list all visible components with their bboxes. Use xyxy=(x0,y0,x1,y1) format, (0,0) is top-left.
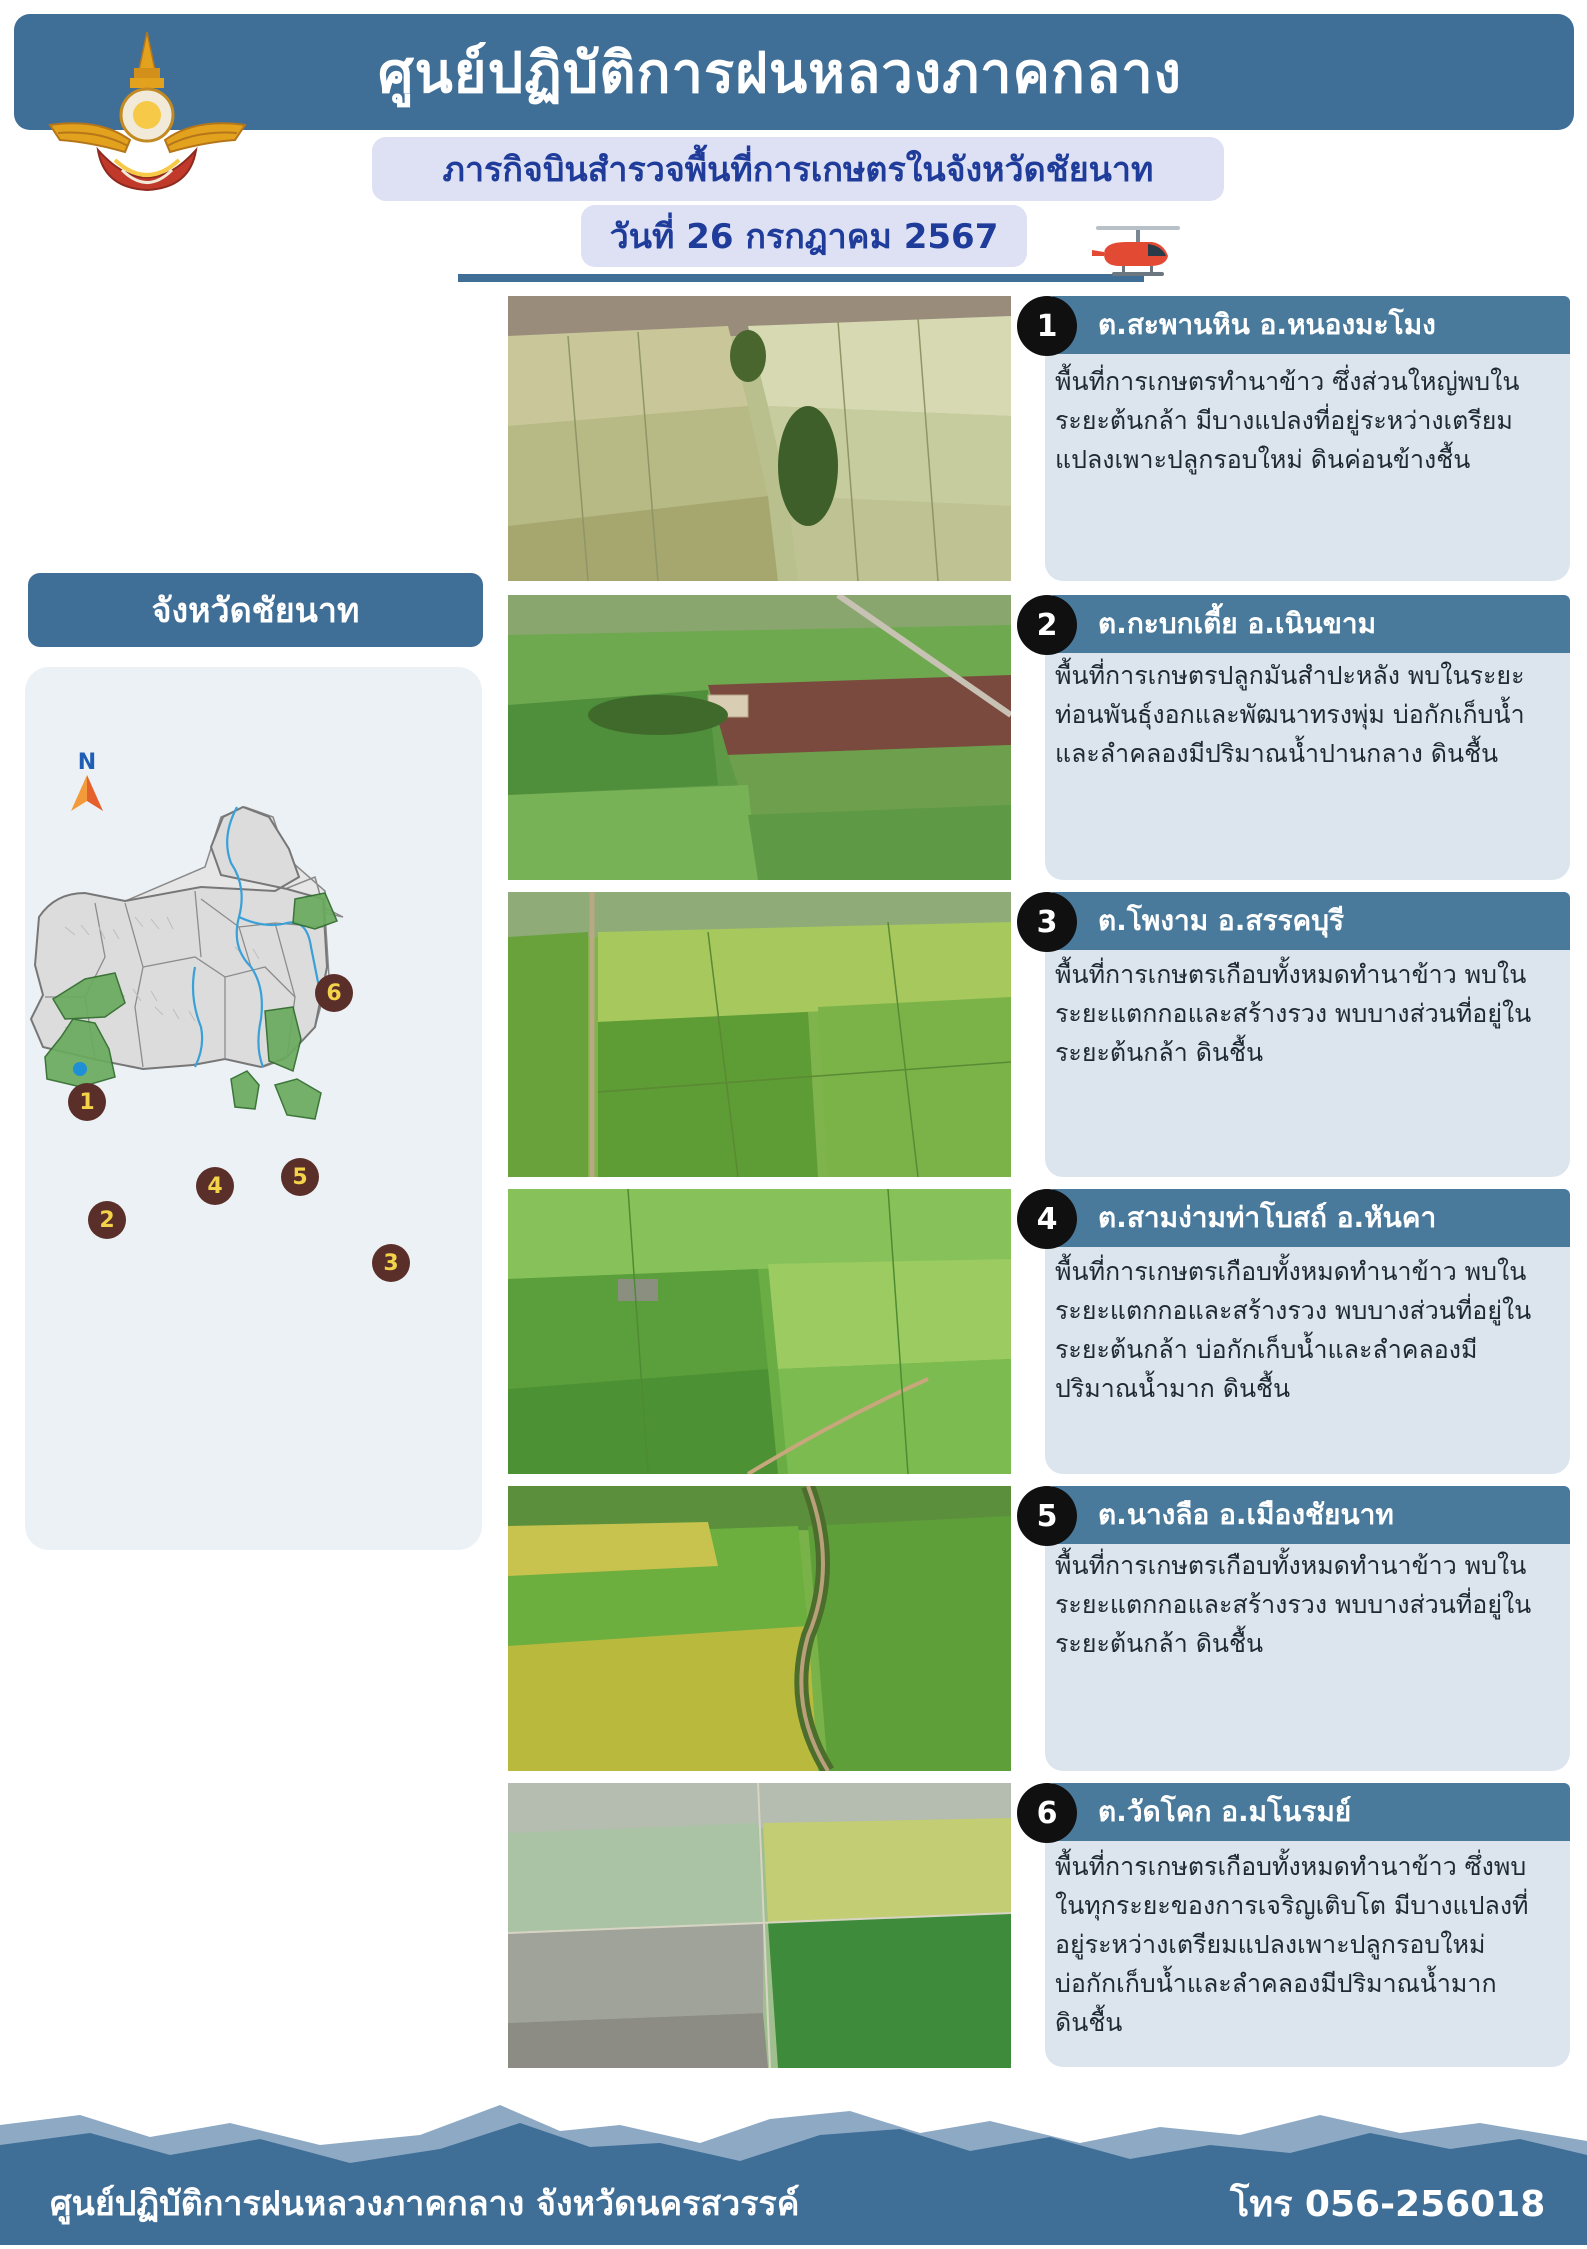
aerial-photo-3 xyxy=(508,892,1011,1177)
footer-organization: ศูนย์ปฏิบัติการฝนหลวงภาคกลาง จังหวัดนครสวรรค์ xyxy=(50,2184,800,2224)
map-area-3 xyxy=(275,1079,321,1119)
north-arrow-icon xyxy=(71,775,103,811)
site-location-1: ต.สะพานหิน อ.หนองมะโมง xyxy=(1048,296,1570,354)
site-location-6: ต.วัดโคก อ.มโนรมย์ xyxy=(1048,1783,1570,1841)
aerial-photo-4 xyxy=(508,1189,1011,1474)
site-location-2: ต.กะบกเตี้ย อ.เนินขาม xyxy=(1048,595,1570,653)
reservoir-icon xyxy=(73,1062,87,1076)
site-number-5: 5 xyxy=(1017,1486,1077,1546)
aerial-photo-5 xyxy=(508,1486,1011,1771)
map-marker-5: 5 xyxy=(281,1158,319,1196)
header-divider xyxy=(458,274,1144,282)
map-area-6 xyxy=(293,893,337,929)
map-marker-2: 2 xyxy=(88,1201,126,1239)
site-description-1: พื้นที่การเกษตรทำนาข้าว ซึ่งส่วนใหญ่พบใน ระยะต้นกล้า มีบางแปลงที่อยู่ระหว่างเตรียม แปลงเพาะปลูกรอบใหม่ ดินค่อนข้างชื้น xyxy=(1055,367,1520,474)
site-description-2: พื้นที่การเกษตรปลูกมันสำปะหลัง พบในระยะ ท่อนพันธุ์งอกและพัฒนาทรงพุ่ม บ่อกักเก็บน้ำ และลำคลองมีปริมาณน้ำปานกลาง ดินชื้น xyxy=(1055,661,1525,768)
aerial-photo-2 xyxy=(508,595,1011,880)
map-area-5 xyxy=(265,1007,301,1071)
site-description-6: พื้นที่การเกษตรเกือบทั้งหมดทำนาข้าว ซึ่งพบ ในทุกระยะของการเจริญเติบโต มีบางแปลงที่ อยู่ระหว่างเตรียมแปลงเพาะปลูกรอบใหม่ บ่อกักเก็บน้ำและลำคลองมีปริมาณน้ำมาก ดินชื้น xyxy=(1055,1852,1529,2037)
site-description-5: พื้นที่การเกษตรเกือบทั้งหมดทำนาข้าว พบใน ระยะแตกกอและสร้างรวง พบบางส่วนที่อยู่ใน ระยะต้นกล้า ดินชื้น xyxy=(1055,1551,1532,1658)
map-marker-1: 1 xyxy=(68,1083,106,1121)
map-area-4 xyxy=(231,1071,259,1109)
province-title: จังหวัดชัยนาท xyxy=(28,573,483,647)
map-marker-3: 3 xyxy=(372,1244,410,1282)
site-description-3: พื้นที่การเกษตรเกือบทั้งหมดทำนาข้าว พบใน ระยะแตกกอและสร้างรวง พบบางส่วนที่อยู่ใน ระยะต้นกล้า ดินชื้น xyxy=(1055,960,1532,1067)
map-marker-4: 4 xyxy=(196,1167,234,1205)
site-number-2: 2 xyxy=(1017,595,1077,655)
site-location-5: ต.นางลือ อ.เมืองชัยนาท xyxy=(1048,1486,1570,1544)
aerial-photo-6 xyxy=(508,1783,1011,2068)
helicopter-icon xyxy=(1090,222,1186,284)
royal-rainmaking-emblem-icon xyxy=(40,30,255,215)
map-marker-6: 6 xyxy=(315,974,353,1012)
site-location-4: ต.สามง่ามท่าโบสถ์ อ.หันคา xyxy=(1048,1189,1570,1247)
north-label: N xyxy=(77,750,97,775)
site-number-3: 3 xyxy=(1017,892,1077,952)
site-number-4: 4 xyxy=(1017,1189,1077,1249)
site-location-3: ต.โพงาม อ.สรรคบุรี xyxy=(1048,892,1570,950)
mission-date: วันที่ 26 กรกฎาคม 2567 xyxy=(581,205,1027,267)
aerial-photo-1 xyxy=(508,296,1011,581)
mission-subtitle: ภารกิจบินสำรวจพื้นที่การเกษตรในจังหวัดชัยนาท xyxy=(372,137,1224,201)
page-title: ศูนย์ปฏิบัติการฝนหลวงภาคกลาง xyxy=(377,40,1183,106)
footer-phone[interactable]: โทร 056-256018 xyxy=(1230,2183,1546,2225)
site-description-4: พื้นที่การเกษตรเกือบทั้งหมดทำนาข้าว พบใน ระยะแตกกอและสร้างรวง พบบางส่วนที่อยู่ใน ระยะต้นกล้า บ่อกักเก็บน้ำและลำคลองมี ปริมาณน้ำมาก ดินชื้น xyxy=(1055,1257,1532,1403)
site-number-6: 6 xyxy=(1017,1783,1077,1843)
site-number-1: 1 xyxy=(1017,296,1077,356)
